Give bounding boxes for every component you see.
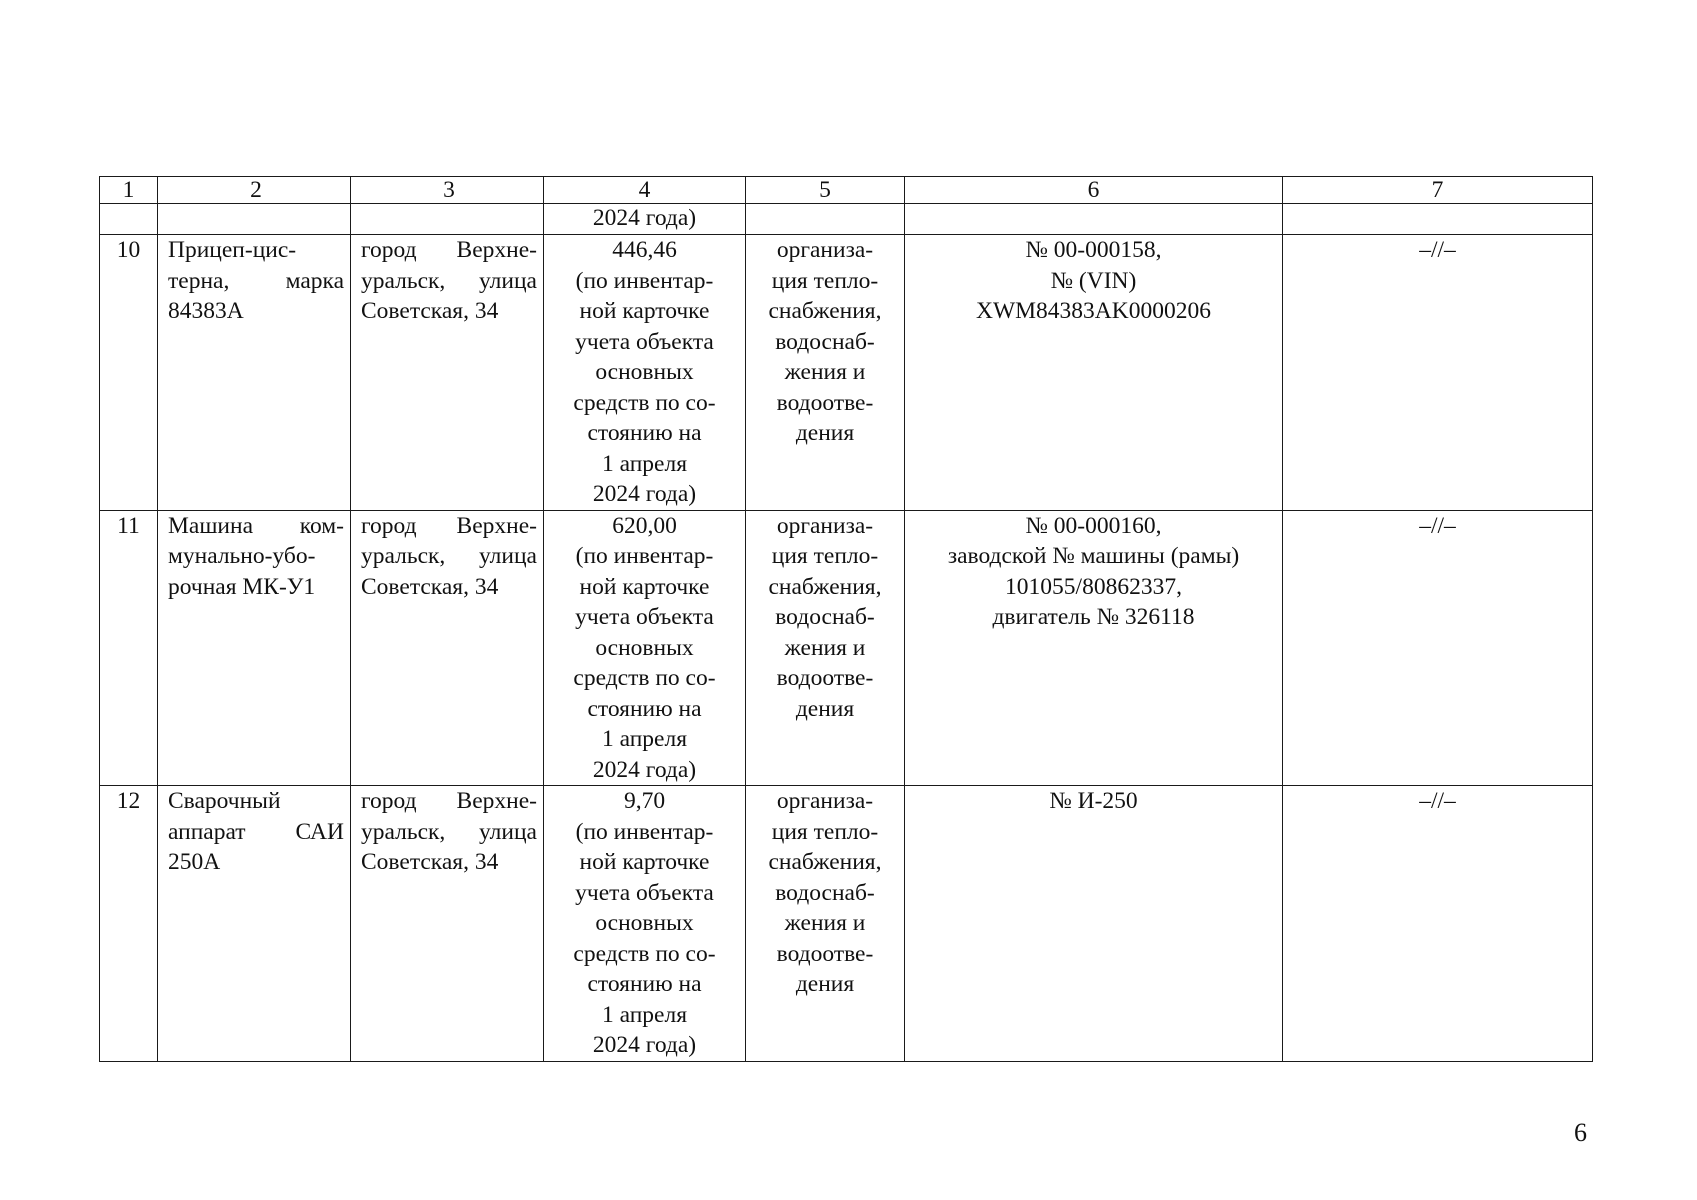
- item-name-line: Машина ком-: [168, 512, 344, 539]
- item-value-line: учета объекта: [575, 328, 714, 355]
- item-address-line: город Верхне-: [361, 512, 537, 539]
- item-value-line: 9,70: [623, 788, 666, 814]
- continuation-row: [100, 204, 1593, 235]
- item-value-line: средств по со-: [573, 389, 716, 416]
- item-address-line: город Верхне-: [361, 237, 537, 263]
- item-value-line: 1 апреля: [601, 450, 688, 477]
- item-value-line: 2024 года): [592, 1032, 697, 1058]
- item-address-line: Советская, 34: [361, 298, 499, 324]
- item-purpose-line: организа-: [776, 788, 874, 814]
- value-continuation: 2024 года): [544, 204, 746, 235]
- column-number: 2: [158, 177, 351, 204]
- item-address-line: уральск, улица: [361, 818, 537, 845]
- item-name-line: 250А: [168, 849, 221, 875]
- empty-cell: [158, 204, 351, 235]
- item-purpose: [746, 510, 905, 786]
- item-details-line: двигатель № 326118: [992, 604, 1195, 630]
- column-number: 3: [351, 177, 544, 204]
- item-details-line: 101055/80862337,: [1005, 573, 1182, 600]
- column-number: 4: [544, 177, 746, 204]
- page-number: 6: [1574, 1118, 1587, 1147]
- item-value-line: 1 апреля: [601, 726, 688, 752]
- item-purpose-line: дения: [795, 420, 855, 446]
- item-value-line: 1 апреля: [601, 1001, 688, 1028]
- row-number: 10: [100, 235, 158, 511]
- item-value-line: (по инвентар-: [575, 818, 714, 845]
- item-address-line: уральск, улица: [361, 267, 537, 294]
- empty-cell: [1283, 204, 1593, 235]
- item-details: [905, 510, 1283, 786]
- item-note: –//–: [1283, 510, 1593, 786]
- item-value-line: основных: [595, 910, 694, 936]
- item-value-line: 2024 года): [592, 481, 697, 507]
- empty-cell: [905, 204, 1283, 235]
- item-purpose-line: водоотве-: [776, 665, 874, 691]
- item-purpose-line: водоотве-: [776, 389, 874, 416]
- item-purpose-line: водоотве-: [776, 940, 874, 967]
- empty-cell: [351, 204, 544, 235]
- item-name: [158, 510, 351, 786]
- item-purpose-line: водоснаб-: [775, 328, 875, 355]
- item-purpose-line: дения: [795, 695, 855, 722]
- item-name-line: 84383А: [168, 298, 244, 324]
- column-number: 6: [905, 177, 1283, 204]
- item-purpose-line: ция тепло-: [771, 267, 879, 294]
- item-details-line: № (VIN): [1050, 267, 1137, 294]
- item-value-line: стоянию на: [587, 971, 702, 997]
- item-purpose-line: жения и: [784, 359, 866, 385]
- item-value-line: ной карточке: [579, 573, 710, 600]
- row-number: 12: [100, 786, 158, 1062]
- item-value: [544, 235, 746, 511]
- row-number: 11: [100, 510, 158, 786]
- item-purpose-line: водоснаб-: [775, 879, 875, 906]
- item-address: [351, 510, 544, 786]
- item-purpose: [746, 235, 905, 511]
- table-row: [100, 510, 1593, 786]
- item-address-line: уральск, улица: [361, 543, 537, 569]
- item-value-line: основных: [595, 359, 694, 385]
- item-name-line: Прицеп-цис-: [168, 237, 297, 263]
- item-purpose-line: дения: [795, 971, 855, 997]
- item-purpose-line: снабжения,: [768, 298, 882, 324]
- item-details-line: № И-250: [1049, 788, 1138, 814]
- item-address: [351, 235, 544, 511]
- item-value-line: учета объекта: [575, 604, 714, 630]
- item-value-line: 620,00: [612, 512, 677, 539]
- item-details: [905, 786, 1283, 1062]
- item-note: –//–: [1283, 235, 1593, 511]
- item-details: [905, 235, 1283, 511]
- property-table: [99, 176, 1593, 1062]
- item-name-line: терна, марка: [168, 267, 344, 294]
- item-value-line: средств по со-: [573, 940, 716, 967]
- item-address-line: Советская, 34: [361, 573, 499, 600]
- item-purpose-line: организа-: [776, 512, 874, 539]
- item-purpose-line: снабжения,: [768, 849, 882, 875]
- item-note: –//–: [1283, 786, 1593, 1062]
- item-address-line: город Верхне-: [361, 788, 537, 814]
- item-value: [544, 786, 746, 1062]
- item-name: [158, 786, 351, 1062]
- item-value-line: средств по со-: [573, 665, 716, 691]
- item-details-line: заводской № машины (рамы): [947, 543, 1240, 569]
- item-name: [158, 235, 351, 511]
- item-value-line: 2024 года): [592, 756, 697, 783]
- column-number-row: [100, 177, 1593, 204]
- item-address: [351, 786, 544, 1062]
- item-purpose-line: жения и: [784, 910, 866, 936]
- table-row: [100, 786, 1593, 1062]
- item-details-line: № 00-000158,: [1025, 237, 1162, 263]
- item-details-line: XWM84383AK0000206: [976, 298, 1211, 324]
- item-name-line: мунально-убо-: [168, 543, 316, 569]
- item-purpose-line: организа-: [776, 237, 874, 263]
- item-name-line: рочная МК-У1: [168, 573, 316, 600]
- item-value-line: стоянию на: [587, 695, 702, 722]
- item-value-line: 446,46: [612, 237, 677, 263]
- item-name-line: аппарат САИ: [168, 818, 344, 845]
- item-address-line: Советская, 34: [361, 849, 499, 875]
- item-purpose-line: жения и: [784, 634, 866, 661]
- item-purpose-line: ция тепло-: [771, 543, 879, 569]
- item-value-line: учета объекта: [575, 879, 714, 906]
- item-purpose-line: снабжения,: [768, 573, 882, 600]
- table-row: [100, 235, 1593, 511]
- empty-cell: [746, 204, 905, 235]
- item-value-line: (по инвентар-: [575, 267, 714, 294]
- column-number: 7: [1283, 177, 1593, 204]
- item-value-line: основных: [595, 634, 694, 661]
- item-value: [544, 510, 746, 786]
- item-value-line: (по инвентар-: [575, 543, 714, 569]
- item-value-line: ной карточке: [579, 849, 710, 875]
- item-details-line: № 00-000160,: [1025, 512, 1162, 539]
- item-purpose-line: водоснаб-: [775, 604, 875, 630]
- item-value-line: стоянию на: [587, 420, 702, 446]
- column-number: 1: [100, 177, 158, 204]
- empty-cell: [100, 204, 158, 235]
- item-name-line: Сварочный: [168, 788, 281, 814]
- item-purpose-line: ция тепло-: [771, 818, 879, 845]
- item-purpose: [746, 786, 905, 1062]
- item-value-line: ной карточке: [579, 298, 710, 324]
- column-number: 5: [746, 177, 905, 204]
